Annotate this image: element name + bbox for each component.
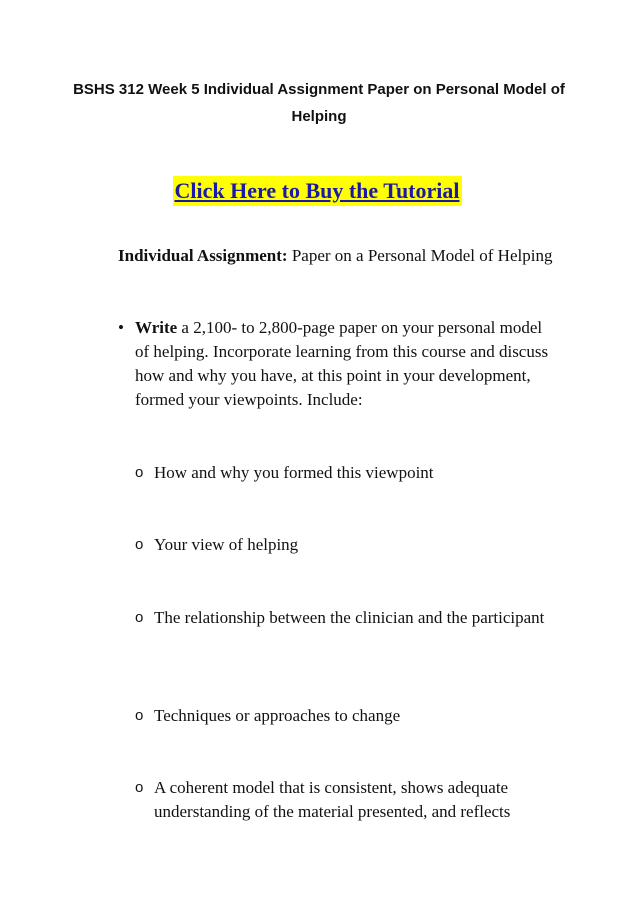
sub-list-item [135,776,565,824]
sub-item-text: A coherent model that is consistent, shows adequate understanding of the material presented, and reflects [154,778,511,821]
sub-list-item [135,533,565,557]
sub-list-item [135,704,565,728]
sub-item-text: Techniques or approaches to change [154,706,401,725]
sub-item-text: The relationship between the clinician and the participant [154,608,545,627]
intro-lead: Individual Assignment: [118,246,288,265]
bullet-body: a 2,100- to 2,800-page paper on your personal model of helping. Incorporate learning from this course and discuss how and why you have, at this point in your development, formed your viewpoints. Include: [135,318,549,409]
circle-bullet-icon: o [135,464,144,481]
intro-paragraph [118,244,558,268]
circle-bullet-icon: o [135,536,144,553]
sub-list-item [135,606,565,630]
sub-item-text: Your view of helping [154,535,299,554]
bullet-item-write [118,316,558,412]
bullet-dot-icon: • [118,318,124,337]
bullet-lead: Write [135,318,178,337]
bullet-text [135,316,558,412]
intro-text: Paper on a Personal Model of Helping [287,246,553,265]
tutorial-link-container [0,176,638,206]
sub-list-item [135,461,565,485]
circle-bullet-icon: o [135,609,144,626]
circle-bullet-icon: o [135,779,144,796]
buy-tutorial-link[interactable]: Click Here to Buy the Tutorial [173,176,462,206]
circle-bullet-icon: o [135,707,144,724]
sub-item-text: How and why you formed this viewpoint [154,463,434,482]
document-title: BSHS 312 Week 5 Individual Assignment Paper on Personal Model of Helping [73,81,565,125]
